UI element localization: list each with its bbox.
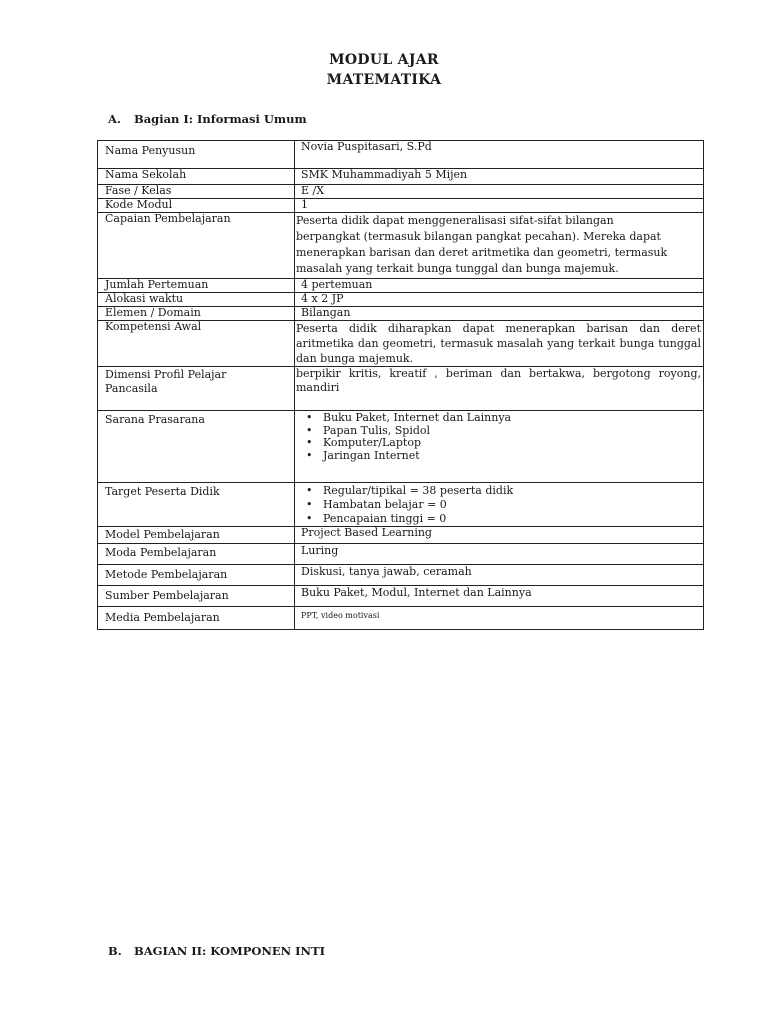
row-value: Diskusi, tanya jawab, ceramah <box>295 565 704 586</box>
row-label: Nama Sekolah <box>98 169 295 185</box>
row-label: Sarana Prasarana <box>98 411 295 483</box>
row-value: PPT, video motivasi <box>295 607 704 630</box>
facilities-list <box>301 412 703 462</box>
table-row <box>98 293 704 307</box>
row-label: Alokasi waktu <box>98 293 295 307</box>
table-row <box>98 141 704 169</box>
document-subject: MATEMATIKA <box>326 72 442 88</box>
row-label: Target Peserta Didik <box>98 483 295 527</box>
table-row <box>98 586 704 607</box>
list-item: • Komputer/Laptop <box>323 437 703 450</box>
row-value: Luring <box>295 544 704 565</box>
row-label: Media Pembelajaran <box>98 607 295 630</box>
row-value: 1 <box>295 199 704 213</box>
list-item: • Pencapaian tinggi = 0 <box>323 512 703 526</box>
row-label: Metode Pembelajaran <box>98 565 295 586</box>
list-item: • Buku Paket, Internet dan Lainnya <box>323 412 703 425</box>
row-label: Model Pembelajaran <box>98 527 295 544</box>
target-students-list <box>301 484 703 526</box>
section-b-heading <box>108 944 325 958</box>
section-a-title: Bagian I: Informasi Umum <box>134 112 307 126</box>
row-label: Kode Modul <box>98 199 295 213</box>
table-row <box>98 367 704 411</box>
row-value: Peserta didik diharapkan dapat menerapkan barisan dan deret aritmetika dan geometri, termasuk masalah yang terkait bunga tunggal dan bunga majemuk. <box>295 321 704 367</box>
row-value <box>295 411 704 483</box>
list-item: • Hambatan belajar = 0 <box>323 498 703 512</box>
row-label: Moda Pembelajaran <box>98 544 295 565</box>
section-a-heading <box>108 112 307 126</box>
row-value: 4 x 2 JP <box>295 293 704 307</box>
table-row <box>98 169 704 185</box>
row-value: berpikir kritis, kreatif , beriman dan bertakwa, bergotong royong, mandiri <box>295 367 704 411</box>
row-label: Elemen / Domain <box>98 307 295 321</box>
row-label: Capaian Pembelajaran <box>98 213 295 279</box>
row-value: E /X <box>295 185 704 199</box>
section-b-letter: B. <box>108 944 122 958</box>
general-info-table <box>97 140 704 630</box>
list-item: • Regular/tipikal = 38 peserta didik <box>323 484 703 498</box>
table-row <box>98 411 704 483</box>
table-row <box>98 544 704 565</box>
row-value: Buku Paket, Modul, Internet dan Lainnya <box>295 586 704 607</box>
list-item: • Papan Tulis, Spidol <box>323 425 703 438</box>
table-row <box>98 607 704 630</box>
table-row <box>98 527 704 544</box>
row-value <box>295 483 704 527</box>
row-label: Jumlah Pertemuan <box>98 279 295 293</box>
row-label: Kompetensi Awal <box>98 321 295 367</box>
table-row <box>98 307 704 321</box>
row-value: Bilangan <box>295 307 704 321</box>
row-label: Fase / Kelas <box>98 185 295 199</box>
list-item: • Jaringan Internet <box>323 450 703 463</box>
row-value: SMK Muhammadiyah 5 Mijen <box>295 169 704 185</box>
table-row <box>98 483 704 527</box>
section-a-letter: A. <box>108 112 121 126</box>
table-row <box>98 565 704 586</box>
table-row <box>98 213 704 279</box>
table-row <box>98 185 704 199</box>
table-row <box>98 199 704 213</box>
row-value: Project Based Learning <box>295 527 704 544</box>
row-value: 4 pertemuan <box>295 279 704 293</box>
document-title: MODUL AJAR <box>329 52 439 68</box>
section-b-title: BAGIAN II: KOMPONEN INTI <box>134 944 326 958</box>
row-label: Dimensi Profil Pelajar Pancasila <box>98 367 295 411</box>
table-row <box>98 279 704 293</box>
row-label: Nama Penyusun <box>98 141 295 169</box>
row-value: Novia Puspitasari, S.Pd <box>295 141 704 169</box>
row-value: Peserta didik dapat menggeneralisasi sifat-sifat bilangan berpangkat (termasuk bilangan pangkat pecahan). Mereka dapat menerapkan barisan dan deret aritmetika dan geometri, termasuk masalah yang terkait bunga tunggal dan bunga majemuk. <box>295 213 704 279</box>
row-label: Sumber Pembelajaran <box>98 586 295 607</box>
table-row <box>98 321 704 367</box>
